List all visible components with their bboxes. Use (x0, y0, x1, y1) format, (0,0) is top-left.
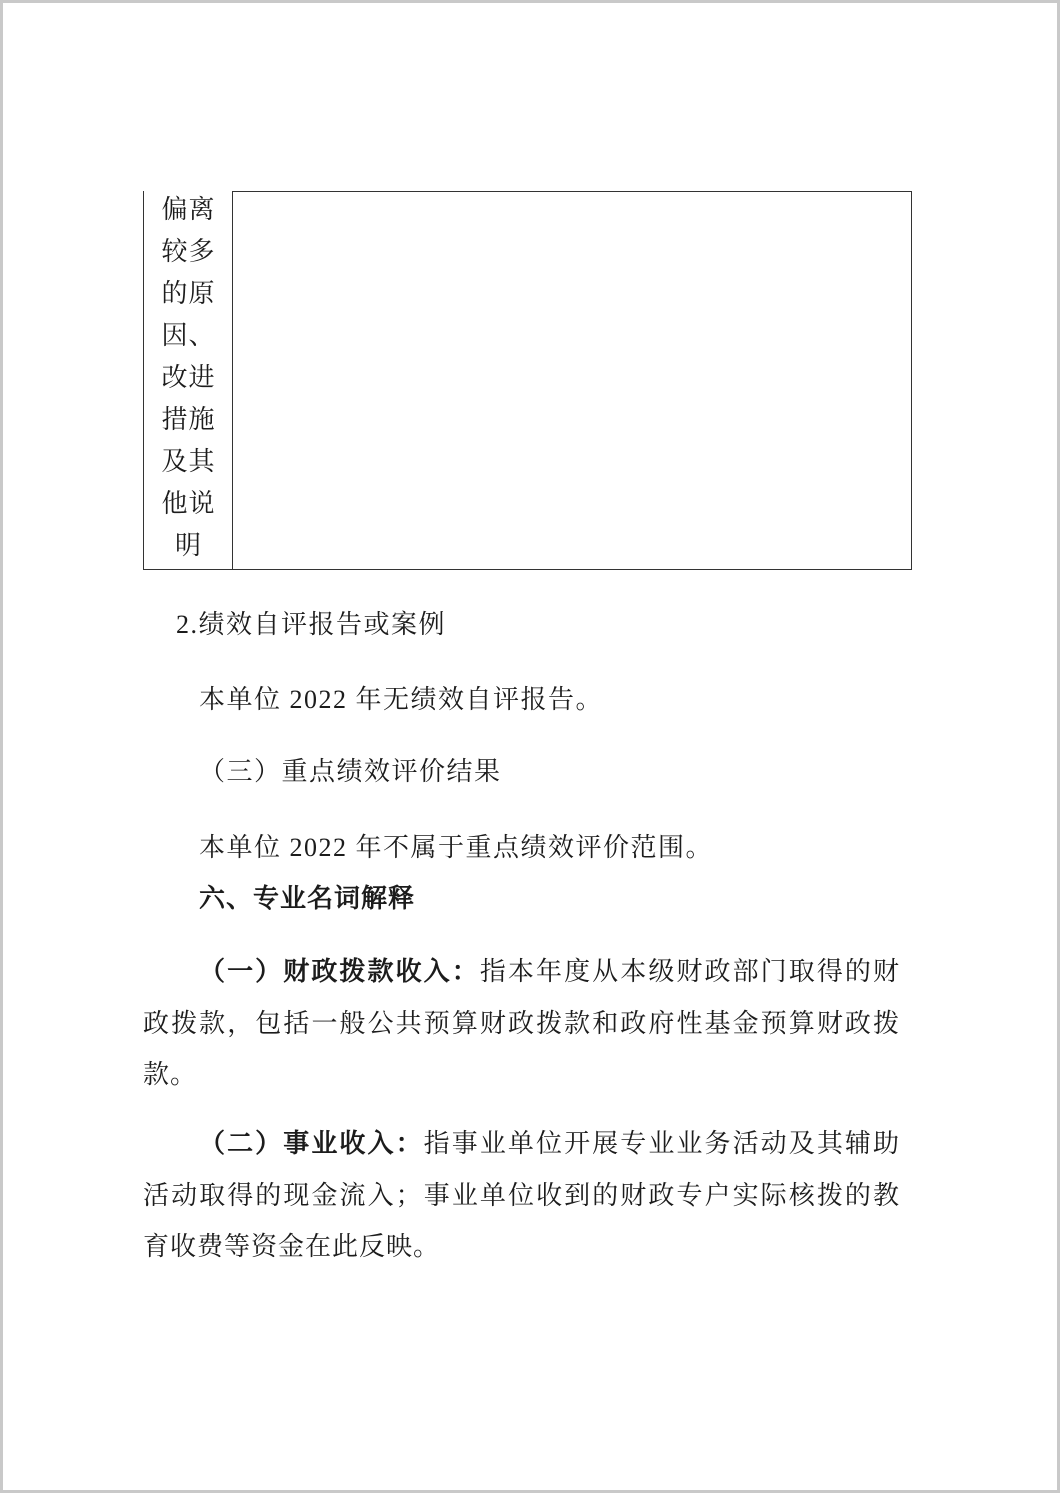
definition-line (143, 1118, 900, 1170)
definition-paragraph (143, 1118, 900, 1273)
label-line: 措施 (161, 405, 216, 434)
explanation-table (143, 191, 912, 570)
table-content-cell (232, 191, 912, 570)
label-line: 的原 (161, 279, 216, 308)
definition-line: 政拨款，包括一般公共预算财政拨款和政府性基金预算财政拨 (143, 1008, 900, 1038)
definition-text: 指事业单位开展专业业务活动及其辅助 (423, 1129, 900, 1158)
definition-line: 款。 (143, 1060, 198, 1089)
definition-line (143, 946, 900, 998)
definition-term: （二）事业收入： (199, 1129, 424, 1158)
label-line: 明 (174, 531, 202, 560)
definition-paragraph (143, 946, 900, 1101)
table-label-cell (143, 191, 233, 570)
label-line: 及其 (161, 447, 216, 476)
section-2-heading: 2.绩效自评报告或案例 (176, 610, 447, 639)
definition-line: 活动取得的现金流入；事业单位收到的财政专户实际核拨的教 (143, 1180, 900, 1210)
label-line: 较多 (161, 237, 216, 266)
section-3-heading: （三）重点绩效评价结果 (199, 757, 502, 786)
chapter-6-heading: 六、专业名词解释 (199, 884, 416, 914)
table-label-text (144, 189, 233, 567)
definition-line: 育收费等资金在此反映。 (143, 1232, 441, 1261)
section-2-body: 本单位 2022 年无绩效自评报告。 (199, 685, 604, 714)
section-3-body: 本单位 2022 年不属于重点绩效评价范围。 (199, 833, 714, 862)
definition-text: 指本年度从本级财政部门取得的财 (479, 957, 900, 986)
label-line: 改进 (161, 363, 216, 392)
definition-term: （一）财政拨款收入： (199, 957, 480, 986)
label-line: 因、 (161, 321, 216, 350)
label-line: 偏离 (161, 195, 216, 224)
label-line: 他说 (161, 489, 216, 518)
